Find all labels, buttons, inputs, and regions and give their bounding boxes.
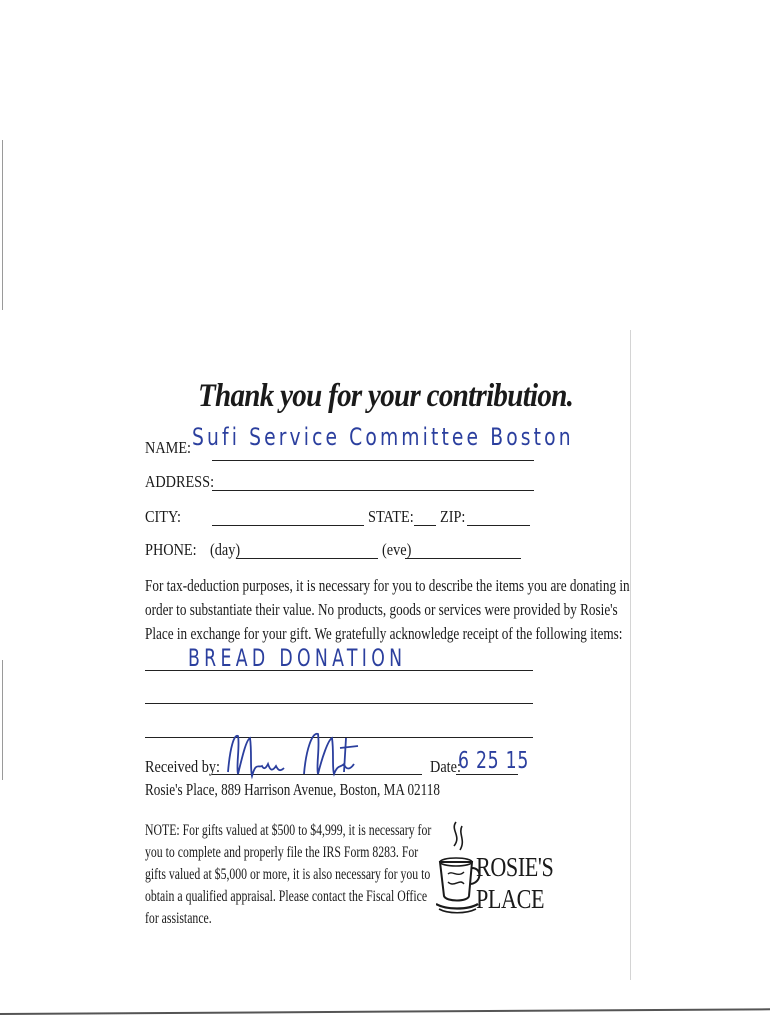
items-line-2: [145, 703, 533, 704]
date-value: 6 25 15: [458, 748, 530, 774]
zip-label: ZIP:: [440, 507, 466, 526]
state-line: [414, 525, 436, 526]
zip-line: [467, 525, 530, 526]
phone-eve-line: [405, 558, 521, 559]
city-line: [212, 525, 364, 526]
paragraph-line-2: order to substantiate their value. No products, goods or services were provided by Rosie's: [145, 600, 618, 619]
organization-address: Rosie's Place, 889 Harrison Avenue, Boston, MA 02118: [145, 780, 440, 799]
name-label: NAME:: [145, 438, 192, 457]
logo-text-place: PLACE: [476, 884, 545, 914]
phone-day-label: (day): [210, 540, 241, 559]
items-value-1: BREAD DONATION: [188, 644, 407, 672]
paragraph-line-3: Place in exchange for your gift. We gratefully acknowledge receipt of the following items:: [145, 624, 623, 643]
phone-eve-label: (eve): [382, 540, 412, 559]
note-line-3: gifts valued at $5,000 or more, it is also necessary for you to: [145, 866, 431, 883]
signature-image: [222, 728, 372, 784]
address-line: [212, 490, 534, 491]
note-line-1: NOTE: For gifts valued at $500 to $4,999, it is necessary for: [145, 822, 432, 839]
city-label: CITY:: [145, 507, 181, 526]
note-line-5: for assistance.: [145, 910, 212, 927]
name-line: [212, 460, 534, 461]
logo-text-rosies: ROSIE'S: [476, 852, 554, 882]
phone-day-line: [236, 558, 378, 559]
name-value: Sufi Service Committee Boston: [192, 423, 574, 451]
received-by-label: Received by:: [145, 757, 220, 776]
items-line-1: [145, 670, 533, 671]
date-label: Date:: [430, 757, 461, 776]
address-label: ADDRESS:: [145, 472, 215, 491]
date-line: [456, 774, 518, 775]
note-line-2: you to complete and properly file the IRS Form 8283. For: [145, 844, 419, 861]
state-label: STATE:: [368, 507, 414, 526]
form-title: Thank you for your contribution.: [198, 378, 574, 414]
phone-label: PHONE:: [145, 540, 197, 559]
note-line-4: obtain a qualified appraisal. Please contact the Fiscal Office: [145, 888, 428, 905]
paragraph-line-1: For tax-deduction purposes, it is necessary for you to describe the items you are donating in: [145, 576, 630, 595]
rosies-place-logo: [436, 818, 556, 918]
